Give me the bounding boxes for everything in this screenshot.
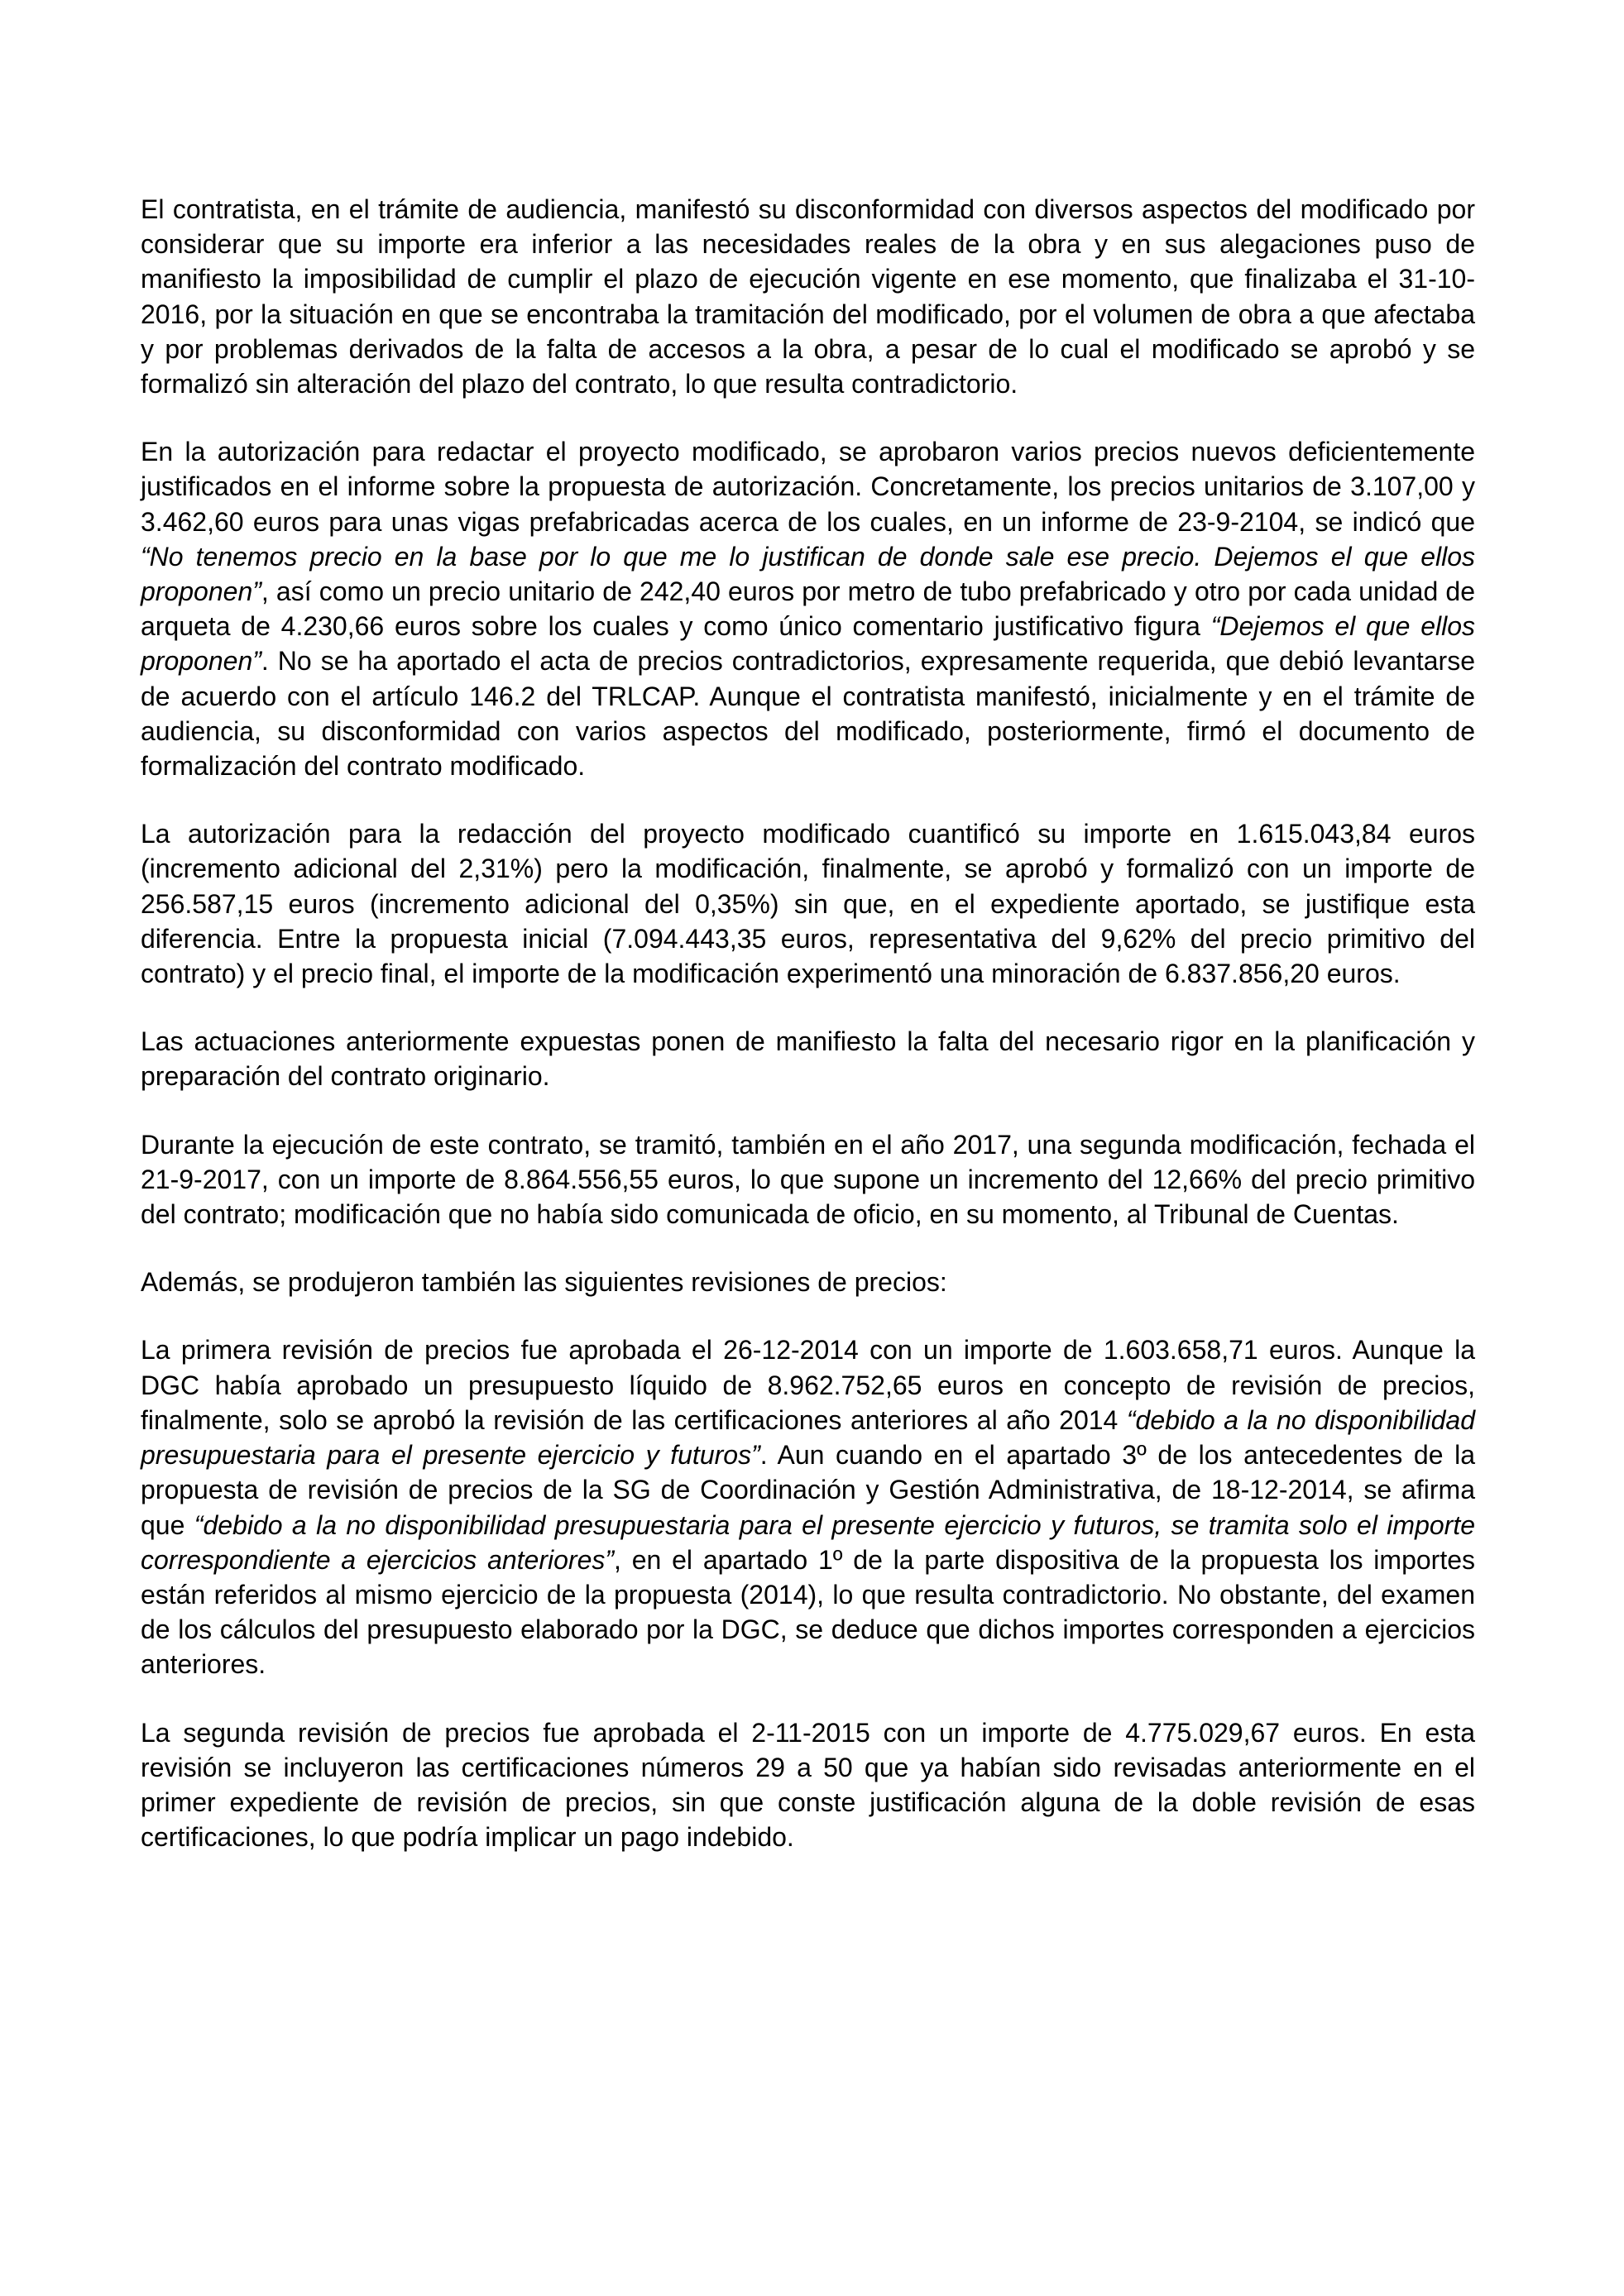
text-segment: El contratista, en el trámite de audiencia, manifestó su disconformidad con diversos aspectos del modificado por considerar que su importe era inferior a las necesidades reales de la obra y en sus alegaciones puso de manifiesto la imposibilidad de cumplir el plazo de ejecución vigente en ese momento, que finalizaba el 31-10-2016, por la situación en que se encontraba la tramitación del modificado, por el volumen de obra a que afectaba y por problemas derivados de la falta de accesos a la obra, a pesar de lo cual el modificado se aprobó y se formalizó sin alteración del plazo del contrato, lo que resulta contradictorio. <box>141 194 1475 399</box>
text-segment: En la autorización para redactar el proyecto modificado, se aprobaron varios precios nuevos deficientemente justificados en el informe sobre la propuesta de autorización. Concretamente, los precios unitarios de 3.107,00 y 3.462,60 euros para unas vigas prefabricadas acerca de los cuales, en un informe de 23-9-2104, se indicó que <box>141 437 1475 537</box>
text-segment: Durante la ejecución de este contrato, se tramitó, también en el año 2017, una segunda modificación, fechada el 21-9-2017, con un importe de 8.864.556,55 euros, lo que supone un incremento del 12,66% del precio primitivo del contrato; modificación que no había sido comunicada de oficio, en su momento, al Tribunal de Cuentas. <box>141 1129 1475 1230</box>
text-segment: La autorización para la redacción del proyecto modificado cuantificó su importe en 1.615.043,84 euros (incremento adicional del 2,31%) pero la modificación, finalmente, se aprobó y formalizó con un importe de 256.587,15 euros (incremento adicional del 0,35%) sin que, en el expediente aportado, se justifique esta diferencia. Entre la propuesta inicial (7.094.443,35 euros, representativa del 9,62% del precio primitivo del contrato) y el precio final, el importe de la modificación experimentó una minoración de 6.837.856,20 euros. <box>141 819 1475 989</box>
paragraph-contratista-audiencia <box>141 192 1475 401</box>
paragraph-segunda-revision <box>141 1715 1475 1855</box>
paragraph-revisiones-intro <box>141 1265 1475 1299</box>
document-page <box>141 192 1475 1887</box>
quote-segment: “No tenemos precio en la base por lo que me lo justifican de donde sale ese precio. Dejemos el que ellos proponen” <box>141 541 1475 607</box>
paragraph-importe-modificado <box>141 816 1475 991</box>
quote-segment: “debido a la no disponibilidad presupuestaria para el presente ejercicio y futuros, se tramita solo el importe correspondiente a ejercicios anteriores” <box>141 1509 1476 1575</box>
text-segment: , así como un precio unitario de 242,40 euros por metro de tubo prefabricado y otro por cada unidad de arqueta de 4.230,66 euros sobre los cuales y como único comentario justificativo figura <box>141 576 1475 642</box>
text-segment: La primera revisión de precios fue aprobada el 26-12-2014 con un importe de 1.603.658,71 euros. Aunque la DGC había aprobado un presupuesto líquido de 8.962.752,65 euros en concepto de revisión de precios, finalmente, solo se aprobó la revisión de las certificaciones anteriores al año 2014 <box>141 1335 1475 1435</box>
text-segment: . Aun cuando en el apartado 3º de los antecedentes de la propuesta de revisión de precios de la SG de Coordinación y Gestión Administrativa, de 18-12-2014, se afirma que <box>141 1440 1476 1540</box>
text-segment: , en el apartado 1º de la parte dispositiva de la propuesta los importes están referidos al mismo ejercicio de la propuesta (2014), lo que resulta contradictorio. No obstante, del examen de los cálculos del presupuesto elaborado por la DGC, se deduce que dichos importes corresponden a ejercicios anteriores. <box>141 1544 1476 1680</box>
text-segment: La segunda revisión de precios fue aprobada el 2-11-2015 con un importe de 4.775.029,67 euros. En esta revisión se incluyeron las certificaciones números 29 a 50 que ya habían sido revisadas anteriormente en el primer expediente de revisión de precios, sin que conste justificación alguna de la doble revisión de esas certificaciones, lo que podría implicar un pago indebido. <box>141 1717 1475 1853</box>
paragraph-falta-rigor <box>141 1024 1475 1093</box>
quote-segment: “Dejemos el que ellos proponen” <box>141 611 1476 677</box>
text-segment: Las actuaciones anteriormente expuestas ponen de manifiesto la falta del necesario rigor en la planificación y preparación del contrato originario. <box>141 1026 1475 1092</box>
paragraph-primera-revision <box>141 1332 1475 1681</box>
text-segment: . No se ha aportado el acta de precios contradictorios, expresamente requerida, que debió levantarse de acuerdo con el artículo 146.2 del TRLCAP. Aunque el contratista manifestó, inicialmente y en el trámite de audiencia, su disconformidad con varios aspectos del modificado, posteriormente, firmó el documento de formalización del contrato modificado. <box>141 646 1475 782</box>
paragraph-precios-nuevos <box>141 434 1475 783</box>
text-segment: Además, se produjeron también las siguientes revisiones de precios: <box>141 1267 947 1298</box>
paragraph-segunda-modificacion <box>141 1127 1475 1232</box>
quote-segment: “debido a la no disponibilidad presupuestaria para el presente ejercicio y futuros” <box>141 1404 1476 1471</box>
